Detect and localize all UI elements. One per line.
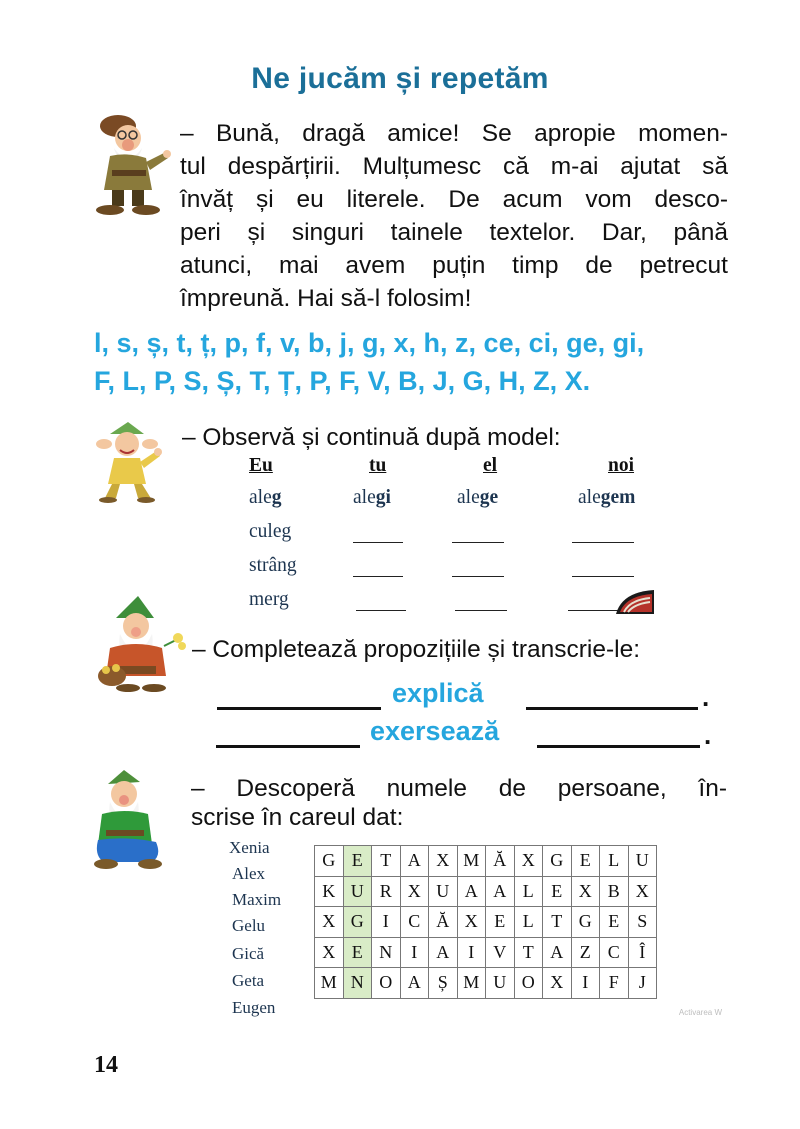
letters-uppercase: F, L, P, S, Ș, T, Ț, P, F, V, B, J, G, H, Z, X.: [94, 366, 591, 396]
sentence-verb-exerseaza: exersează: [370, 716, 500, 746]
task-discover-line2: scrise în careul dat:: [191, 804, 404, 831]
grid-cell[interactable]: I: [571, 968, 600, 999]
model-eu: aleg: [249, 487, 282, 508]
header-el: el: [483, 455, 498, 476]
grid-cell[interactable]: U: [429, 876, 458, 907]
grid-cell[interactable]: Z: [571, 937, 600, 968]
grid-cell[interactable]: B: [600, 876, 629, 907]
intro-line: peri și singuri tainele textelor. Dar, până: [180, 219, 728, 246]
grid-cell[interactable]: A: [457, 876, 486, 907]
grid-cell[interactable]: J: [628, 968, 657, 999]
sentence-blank[interactable]: [216, 745, 360, 748]
task-complete: – Completează propozițiile și transcrie-le:: [192, 636, 640, 663]
grid-cell[interactable]: T: [543, 907, 572, 938]
grid-cell[interactable]: E: [543, 876, 572, 907]
grid-cell[interactable]: X: [315, 937, 344, 968]
model-el: alege: [457, 487, 499, 508]
grid-cell[interactable]: I: [457, 937, 486, 968]
name-item: Maxim: [232, 890, 282, 909]
name-item: Alex: [232, 864, 266, 883]
model-tu: alegi: [353, 487, 391, 508]
grid-cell[interactable]: X: [457, 907, 486, 938]
grid-cell[interactable]: G: [315, 846, 344, 877]
grid-cell[interactable]: E: [343, 937, 372, 968]
grid-row: [315, 846, 657, 877]
task-observe: – Observă și continuă după model:: [182, 424, 561, 451]
answer-blank[interactable]: [353, 576, 403, 577]
grid-cell[interactable]: A: [400, 968, 429, 999]
grid-cell[interactable]: X: [514, 846, 543, 877]
sentence-period: .: [704, 720, 712, 750]
grid-cell[interactable]: F: [600, 968, 629, 999]
dwarf-doc-icon: [92, 112, 174, 216]
grid-cell[interactable]: N: [343, 968, 372, 999]
grid-cell[interactable]: A: [486, 876, 515, 907]
grid-cell[interactable]: L: [514, 907, 543, 938]
grid-cell[interactable]: U: [343, 876, 372, 907]
grid-cell[interactable]: M: [457, 846, 486, 877]
grid-cell[interactable]: Ă: [486, 846, 515, 877]
grid-cell[interactable]: O: [372, 968, 401, 999]
grid-cell[interactable]: Î: [628, 937, 657, 968]
watermark: Activarea W: [678, 1008, 722, 1017]
intro-line: – Bună, dragă amice! Se apropie momen-: [180, 120, 728, 147]
header-noi: noi: [608, 455, 635, 476]
answer-blank[interactable]: [572, 576, 634, 577]
letters-lowercase: l, s, ș, t, ț, p, f, v, b, j, g, x, h, z, ce, ci, ge, gi,: [94, 328, 645, 358]
grid-cell[interactable]: N: [372, 937, 401, 968]
grid-cell[interactable]: E: [600, 907, 629, 938]
word-strang: strâng: [249, 555, 297, 576]
grid-cell[interactable]: E: [571, 846, 600, 877]
grid-cell[interactable]: X: [628, 876, 657, 907]
grid-cell[interactable]: U: [628, 846, 657, 877]
grid-cell[interactable]: E: [343, 846, 372, 877]
intro-line: atunci, mai avem puțin timp de petrecut: [180, 252, 728, 279]
grid-cell[interactable]: U: [486, 968, 515, 999]
pie-icon: [614, 588, 656, 614]
grid-cell[interactable]: X: [429, 846, 458, 877]
grid-cell[interactable]: L: [600, 846, 629, 877]
dwarf-bashful-icon: [98, 596, 188, 692]
answer-blank[interactable]: [572, 542, 634, 543]
grid-row: [315, 876, 657, 907]
grid-cell[interactable]: V: [486, 937, 515, 968]
name-item: Xenia: [229, 838, 270, 857]
grid-cell[interactable]: X: [543, 968, 572, 999]
header-eu: Eu: [249, 455, 273, 476]
grid-row: [315, 907, 657, 938]
grid-row: [315, 968, 657, 999]
grid-row: [315, 937, 657, 968]
sentence-period: .: [702, 682, 710, 712]
grid-cell[interactable]: M: [457, 968, 486, 999]
sentence-blank[interactable]: [217, 707, 381, 710]
answer-blank[interactable]: [455, 610, 507, 611]
grid-cell[interactable]: M: [315, 968, 344, 999]
answer-blank[interactable]: [452, 576, 504, 577]
grid-cell[interactable]: A: [543, 937, 572, 968]
grid-cell[interactable]: A: [400, 846, 429, 877]
model-noi: alegem: [578, 487, 636, 508]
page-title: Ne jucăm și repetăm: [251, 62, 549, 95]
sentence-verb-explica: explică: [392, 678, 484, 708]
name-item: Geta: [232, 971, 265, 990]
grid-cell[interactable]: Ă: [429, 907, 458, 938]
grid-cell[interactable]: X: [315, 907, 344, 938]
answer-blank[interactable]: [568, 610, 618, 611]
grid-cell[interactable]: I: [400, 937, 429, 968]
answer-blank[interactable]: [452, 542, 504, 543]
sentence-blank[interactable]: [537, 745, 700, 748]
grid-cell[interactable]: G: [543, 846, 572, 877]
grid-cell[interactable]: C: [600, 937, 629, 968]
grid-cell[interactable]: A: [429, 937, 458, 968]
grid-cell[interactable]: K: [315, 876, 344, 907]
sentence-blank[interactable]: [526, 707, 698, 710]
page-number: 14: [94, 1052, 118, 1078]
grid-cell[interactable]: Ș: [429, 968, 458, 999]
name-item: Eugen: [232, 998, 276, 1017]
word-merg: merg: [249, 589, 289, 610]
grid-cell[interactable]: R: [372, 876, 401, 907]
intro-line: tul despărțirii. Mulțumesc că m-ai ajutat să: [180, 153, 728, 180]
word-culeg: culeg: [249, 521, 292, 542]
grid-cell[interactable]: C: [400, 907, 429, 938]
answer-blank[interactable]: [353, 542, 403, 543]
intro-line: împreună. Hai să-l folosim!: [180, 285, 472, 312]
grid-cell[interactable]: L: [514, 876, 543, 907]
name-item: Gelu: [232, 916, 266, 935]
grid-cell[interactable]: S: [628, 907, 657, 938]
grid-cell[interactable]: T: [372, 846, 401, 877]
grid-cell[interactable]: X: [571, 876, 600, 907]
word-search-grid: [314, 845, 657, 999]
name-item: Gică: [232, 944, 265, 963]
grid-cell[interactable]: O: [514, 968, 543, 999]
grid-cell[interactable]: X: [400, 876, 429, 907]
grid-cell[interactable]: E: [486, 907, 515, 938]
dwarf-sneezy-icon: [92, 770, 166, 870]
task-discover-line1: – Descoperă numele de persoane, în-: [191, 775, 727, 802]
grid-cell[interactable]: T: [514, 937, 543, 968]
header-tu: tu: [369, 455, 387, 476]
grid-cell[interactable]: I: [372, 907, 401, 938]
grid-cell[interactable]: G: [571, 907, 600, 938]
answer-blank[interactable]: [356, 610, 406, 611]
grid-cell[interactable]: G: [343, 907, 372, 938]
intro-line: învăț și eu literele. De acum vom desco-: [180, 186, 728, 213]
dwarf-dopey-icon: [94, 420, 164, 504]
